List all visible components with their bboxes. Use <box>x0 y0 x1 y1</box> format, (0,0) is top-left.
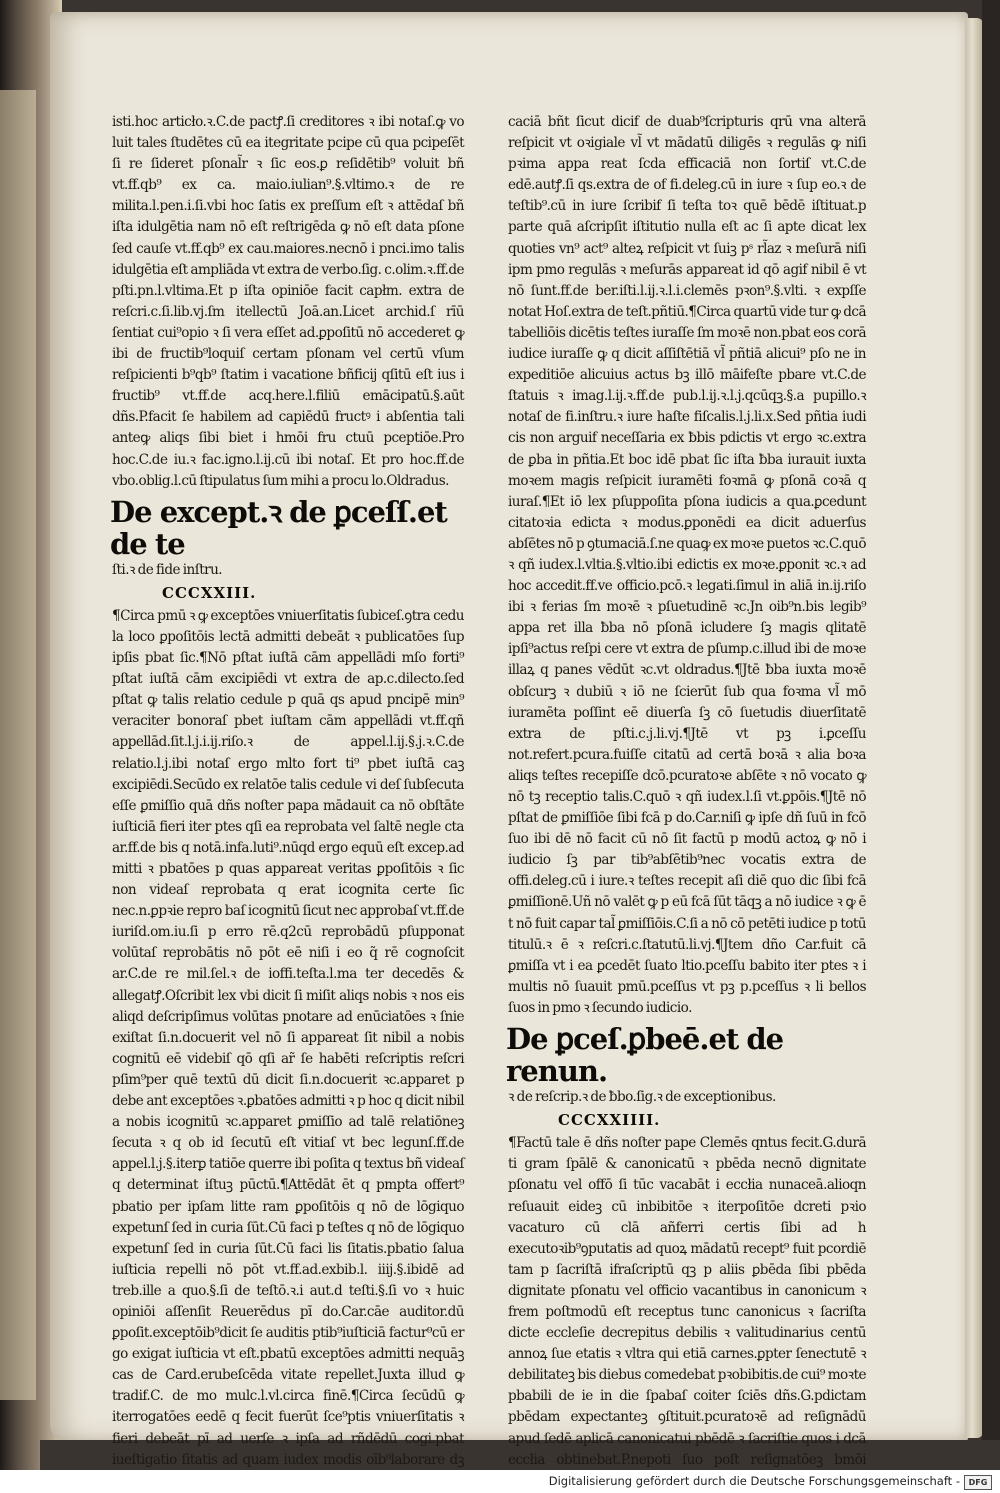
left-section-subheading: ſti.ꝛ de fide inſtru. <box>112 561 223 578</box>
right-paragraph-top: caciā bñt ſicut dicif de duab⁹ſcripturis qrū vna alterā reſpicit vt oꝛigiale vl̃ vt mādatū diligēs ꝛ regulās ꝙ niſi pꝛima appa reat ſcda efficaciā non ſortiſ vt.C.de edē.autꝭ.ſi qs.extra de of fi.deleg.cū in iure ꝛ ſup eo.ꝛ de teſtib⁹.cū in iure ſcribif ſi teſta toꝛ quē bēdē iſtituat.p parte quā aſcripſit iſtitutio nulla eſt ac ſi apte dicat lex quoties vn⁹ act⁹ alteꝝ reſpicit vt ſuiꝫ pˢ rl̃az ꝛ meſurā niſi ipm pmo regulās ꝛ meſurās appareat id qō agif nibil ē vt nō ſunt.ff.de ber.iſti.l.ij.ꝛ.l.i.clemēs pꝛon⁹.§.vlti. ꝛ expſſe notat Hoſ.extra de teſt.pñtiū.¶Circa quartū vide tur ꝙ dcā tabelliōis dicētis teſtes iuraſſe ſm moꝛē non.pbat eos corā iudice iuraſſe ꝙ q dicit aſſiſtētiā vl̃ pñtiā alicui⁹ pſo ne in expeditiōe alicuius actus bꝫ illō māifeſte pbare vt.C.de ſtatuis ꝛ imag.l.ij.ꝛ.ff.de pub.l.ij.ꝛ.l.j.qcūqꝫ.§.a pupillo.ꝛ notaſ de fi.inſtru.ꝛ iure haſte fiſcalis.l.j.li.x.Sed pñtia iudi cis non arguif neceſſaria ex ƀbis pdictis vt ergo ꝛc.extra de ꝑba in pñtia.Et boc idē pbat ſic iſta ƀba iurauit iuxta moꝛem magis reſpicit iuramēti foꝛmā ꝙ pſonā coꝛā q iuraſ.¶Et iō lex pſuppoſita pſona iudicis a qua.ꝑcedunt citatoꝛia edicta ꝛ modus.ꝑponēdi ea dicit aduerſus abſētes nō p ꝯtumaciā.ſ.ne quaꝙ ex moꝛe puetos ꝛc.C.quō ꝛ qñ iudex.l.vltia.§.vltio.ibi edictis ex moꝛe.ꝑponit ꝛc.ꝛ ad hoc accedit.ff.ve officio.pcō.ꝛ legati.ſimul in aliā in.ij.riſo ibi ꝛ ferias ſm moꝛē ꝛ pſuetudinē ꝛc.Jn oib⁹n.bis legib⁹ appa ret illa ƀba nō pſonā icludere ſꝫ magis qlitatē ipſi⁹actus reſpi cere vt extra de pſump.c.illud ibi de moꝛe illaꝝ q panes vēdūt ꝛc.vt oldradus.¶Jtē ƀba iuxta moꝛē obſcurꝫ ꝛ dubiū ꝛ iō ne ſcierūt ſub qua foꝛma vl̃ mō iuramēta poſſint eē diuerſa ſꝫ cō ſuetudis diuerſitatē extra de pſti.c.j.li.vj.¶Jtē vt pꝫ i.ꝑceſſu not.refert.pcura.fuiſſe citatū ad certā boꝛā ꝛ alia boꝛa aliqs teſtes recepiſſe dcō.pcuratoꝛe abſēte ꝛ nō vocato ꝙ nō tꝫ receptio talis.C.quō ꝛ qñ iudex.l.ſi vt.ꝑpōis.¶Jtē nō pſtat de ꝑmiſſiōe ſibi fcā p do.Car.niſi ꝙ ipſe dñ ſuū in fcō ſuo ibi dē nō facit cū nō ſit factū p modū actoꝝ ꝙ nō i iudicio ſꝫ par tib⁹abſētib⁹nec vocatis extra de offi.deleg.cū i iure.ꝛ teſtes recepit aſi diē quo dic ſibi fcā ꝑmiſſionē.Uñ nō valēt ꝙ p eū fcā ſūt tāqꝫ a nō iudice ꝛ ꝙ ē t nō fuit capar tal̃ ꝑmiſſiōis.C.ſi a nō cō petēti iudice p totū titulū.ꝛ ē ꝛ reſcri.c.ſtatutū.li.vj.¶Jtem dño Car.fuit cā ꝑmiſſa vt i ea ꝑcedēt ſuato ltio.pceſſu babito iter ptes ꝛ i multis nō ſuauit pmū.pceſſus vt pꝫ p.pceſſus ꝛ li bellos ſuos in pmo ꝛ ſecundo iudicio. <box>508 114 866 1016</box>
dfg-logo: DFG <box>964 1475 992 1490</box>
funding-notice: Digitalisierung gefördert durch die Deutsche Forschungsgemeinschaft - <box>548 1474 960 1488</box>
previous-page-edge <box>0 90 36 1400</box>
right-section-heading: De ꝑceſ.ꝑbeē.et de renun. <box>506 1022 784 1089</box>
left-paragraph-main: ¶Circa pmū ꝛ ꝙ exceptōes vniuerſitatis ſubiceſ.ꝯtra cedu la loco ꝑpoſitōis lectā admitti debeāt ꝛ publicatōes ſup ipſis pbat ſic.¶Nō pſtat iuſtā cām appellādi mſo forti⁹ pſtat iuſtā cām excipiēdi vt extra de ap.c.dilecto.ſed pſtat ꝙ talis relatio cedule p quā qs apud pncipē min⁹ veraciter bonoraſ pbet iuſtam cām appellādi vt.ff.qñ appellād.ſit.l.j.i.ij.riſo.ꝛ de appel.l.ij.§.j.ꝛ.C.de relatio.l.j.ibi notaſ ergo mlto fort ti⁹ pbet iuſtā caꝫ excipiēdi.Secūdo ex relatōe talis cedule vi deſ ſubſecuta eſſe ꝑmiſſio quā dñs noſter papa mādauit ca nō obſtāte iuſticiā fieri iter ptes qſi ea reprobata vel ſaltē negle cta ar.ff.de bis q notā.infa.luti⁹.nūqd ergo equū eſt excep.ad mitti ꝛ pbatōes p quas appareat veritas ꝑpoſitōis ꝛ ſic non videaſ reprobata q erat icognita certe ſic nec.n.ꝑpꝛie repro baſ icognitū ſicut nec approbaſ vt.ff.de iuriſd.om.iu.ſi p erro rē.q2cū reprobādū pſupponat volūtaſ reprobātis nō pōt eē niſi i eo q̃ rē cognoſcit ar.C.de re mil.ſel.ꝛ de ioffi.teſta.l.ma ter decedēs & allegatꝭ.Oſcribit lex vbi dicit ſi miſit aliqs nobis ꝛ nos eis aliqd deſcripſimus volūtas pnotare ad enūciatōes ꝛ ſnie exiſtat ſi.n.docuerit vel nō ſi appareat ſit nibil a nobis cognitū eē videbiſ qō qſi ar̃ ſe habēti reſcriptis reſcri pſim⁹per quē textū dū dicit ſi.n.docuerit ꝛc.apparet p debe ant exceptōes ꝛ.ꝑbatōes admitti ꝛ p hoc q dicit nibil a nobis icognitū ꝛc.apparet ꝑmiſſio ad talē relatiōneꝫ ſecuta ꝛ q ob id ſecutū eſt vitiaſ vt bec legunſ.ff.de appel.l.j.§.iterꝑ tatiōe querre ibi poſita q textus bñ videaſ q determinat iſtuꝫ pūctū.¶Attēdāt ēt q pmpta offert⁹ pbatio per ipſam litte ram ꝑpoſitōis q nō de lōgiquo expetunſ ſed in curia ſūt.Cū faci p teſtes q nō de lōgiquo expetunſ ſed in curia ſūt.Cū faci lis ſitatis.pbatio ſalua iuſticia repelli nō pōt vt.ff.ad.exbib.l. iiij.§.ibidē ad treb.ille a quo.§.ſi de teſtō.ꝛ.i aut.d teſti.§.ſi vo ꝛ huic opiniōi aſſenſit Reuerēdus pī do.Car.cāe auditor.dū ꝑpoſit.exceptōib⁹dicit ſe auditis ptib⁹iuſticiā factur⁹cū er go exigat iuſticia vt eſt.pbatū exceptōes admitti nequāꝫ cas de Card.erubeſcēda vitate repellet.Juxta illud ꝙ tradif.C. de mo mulc.l.vl.circa finē.¶Circa ſecūdū ꝙ iterrogatōes eedē q fecit fuerūt ſce⁹ptis vniuerſitatis ꝛ fieri debeāt pī ad uerſe ꝛ ipſa ad rñdēdū cogi.pbat iueſtigatio ſitatis ad quam iudex modis oīb⁹laborare dꝫ <box>112 607 464 1468</box>
footer-bar <box>0 1470 1000 1493</box>
right-section-subheading: ꝛ de reſcrip.ꝛ de ƀbo.ſig.ꝛ de exceptionibus. <box>508 1089 776 1106</box>
right-paragraph-main: ¶Factū tale ē dñs noſter pape Clemēs qntus fecit.G.durā ti gram ſpālē & canonicatū ꝛ pbēda necnō dignitate pſonatu vel offō ſi tūc vacabāt i eccłia nunaceā.alioqn reſuauit eideꝫ cū inbibitōe ꝛ iterpoſitōe dcreti pꝛio vacaturo cū clā añferri certis ſibi ad h executoꝛib⁹ꝯputatis ad quoꝝ mādatū recept⁹ fuit pcordiē tam p ſacriſtā ifraſcriptū qꝫ p aliis ꝑbēda ſibi pbēda dignitate pſonatu vel officio vacantibus in canonicum ꝛ frem poſtmodū eſt receptus tunc canonicus ꝛ ſacriſta dicte eccleſie decrepitus debilis ꝛ valitudinarius centū annoꝝ ſue etatis ꝛ vltra qui etiā carnes.ꝑpter ſenectutē ꝛ debilitateꝫ bis diebus comedebat pꝛobibitis.de cui⁹ moꝛte pbabili de ie in die ſpabaſ coiter ſciēs dñs.G.pdictam pbēdam expectanteꝫ ꝯſtituit.pcuratoꝛē ad reſignādū apud ſedē aplicā canonicatui pbēdē ꝛ ſacriſtie quos i dcā eccłia obtinebat.P.nepoti ſuo poſt reſignatōeꝫ bmōi <box>508 1135 866 1468</box>
left-text-column <box>112 112 464 1470</box>
left-section-heading: De except.ꝛ de ꝑceſſ.et de te <box>110 494 447 561</box>
left-section-number: CCCXXIII. <box>162 583 257 602</box>
page-fore-edge <box>965 18 983 1438</box>
right-section-number: CCCXXIIII. <box>558 1111 661 1130</box>
right-text-column <box>508 112 866 1470</box>
book-cover-right <box>982 0 1000 1470</box>
left-paragraph-top: isti.hoc articło.ꝛ.C.de pactꝭ.ſi creditores ꝛ ibi notaſ.ꝙ vo luit tales ſtudētes cū ea itegritate pcipe cū qua pcipeſēt ſi re ſideret pſonal̃r ꝛ ſic eos.ꝑ reſidētib⁹ voluit bñ vt.ff.qb⁹ ex ca. maio.iulian⁹.§.vltimo.ꝛ de re milita.l.pen.i.ſi.vbi hoc ſatis ex preſſum eſt ꝛ attēdaſ bñ iſta idulgētia nam nō eſt reſtrigēda ꝙ nō eſt data pſone ſed cauſe vt.ff.qb⁹ ex cau.maiores.necnō i pnci.imo talis idulgētia eſt ampliāda vt extra de verbo.ſig. c.olim.ꝛ.ff.de pſti.pn.l.vltima.Et p iſta opiniōe facit capłm. extra de reſcri.c.ſi.lib.vj.ſm itellectū Joā.an.Licet archid.ſ rīū ſentiat cui⁹opio ꝛ ſi vera eſſet ad.ꝑpoſitū nō accederet ꝙ ibi de fructib⁹loquiſ certam pſonam vel certū vſum reſpicienti b⁹qb⁹ ſtatim i vacatione bñficij qſitū eſt ius i fructib⁹ vt.ff.de acq.here.l.filiū emācipatū.§.aūt dñs.P.facit ſe habilem ad capiēdū fructꝰ i abſentia tali anteꝙ aliqs ſibi biet i hmōi fru ctuū pceptiōe.Pro hoc.C.de iu.ꝛ fac.igno.l.ij.cū ibi notaſ. Et pro hoc.ff.de vbo.oblig.l.cū ſtipulatus ſum mihi a procu lo.Oldradus. <box>112 114 464 489</box>
